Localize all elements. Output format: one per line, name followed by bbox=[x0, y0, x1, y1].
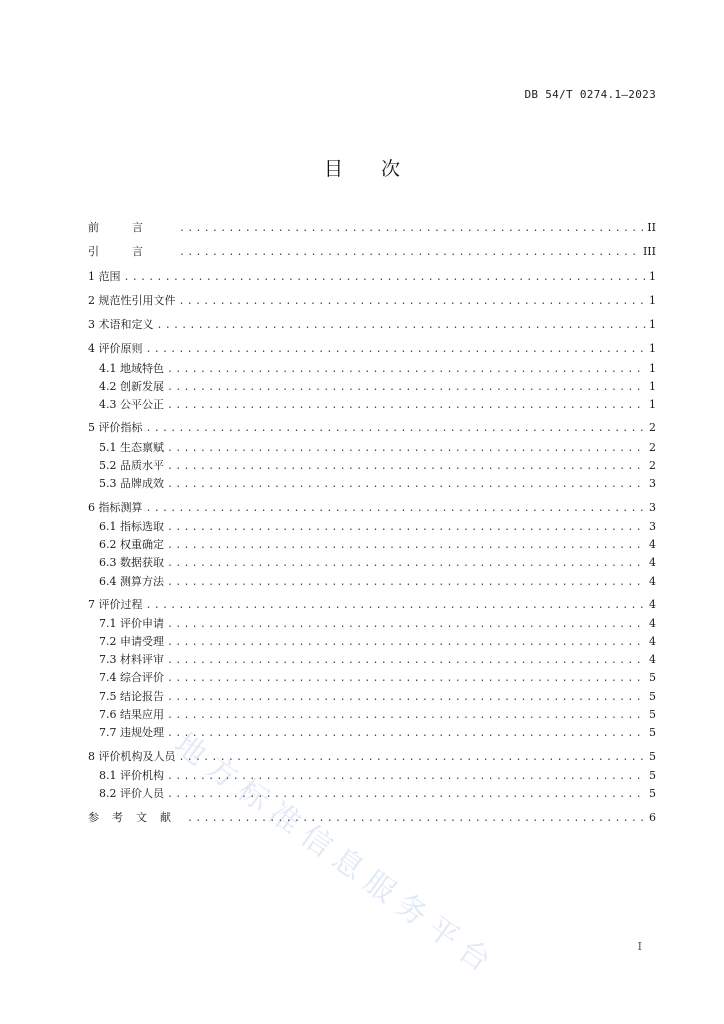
toc-entry-label: 6 指标测算 bbox=[88, 501, 143, 514]
toc-entry-label: 6.2 权重确定 bbox=[99, 538, 164, 551]
toc-leader-dots bbox=[179, 750, 647, 766]
toc-entry-page: 4 bbox=[649, 598, 656, 611]
toc-leader-dots bbox=[167, 708, 646, 724]
toc-entry-page: 2 bbox=[649, 421, 656, 434]
toc-entry-page: 4 bbox=[649, 556, 656, 569]
toc-entry-page: 4 bbox=[649, 538, 656, 551]
toc-leader-dots bbox=[146, 501, 647, 517]
toc-leader-dots bbox=[167, 726, 646, 742]
toc-entry-page: 4 bbox=[649, 575, 656, 588]
toc-entry[interactable] bbox=[88, 519, 656, 535]
toc-leader-dots bbox=[167, 653, 646, 669]
toc-entry-label: 7.5 结论报告 bbox=[99, 690, 164, 703]
toc-entry-page: 5 bbox=[649, 690, 656, 703]
toc-entry[interactable] bbox=[88, 293, 656, 309]
toc-entry[interactable] bbox=[88, 597, 656, 613]
page-number: I bbox=[637, 940, 642, 953]
toc-entry-page: 5 bbox=[649, 671, 656, 684]
toc-entry-label: 8.1 评价机构 bbox=[99, 769, 164, 782]
toc-leader-dots bbox=[167, 617, 646, 633]
toc-entry-page: 1 bbox=[649, 270, 656, 283]
toc-leader-dots bbox=[167, 362, 646, 378]
toc-entry-page: 1 bbox=[649, 318, 656, 331]
toc-entry-page: 2 bbox=[649, 459, 656, 472]
toc-entry-page: 4 bbox=[649, 617, 656, 630]
toc-entry-label: 6.1 指标选取 bbox=[99, 520, 164, 533]
toc-entry-page: 3 bbox=[649, 501, 656, 514]
toc-entry-label: 5.2 品质水平 bbox=[99, 459, 164, 472]
toc-entry-label: 5.1 生态禀赋 bbox=[99, 441, 164, 454]
toc-leader-dots bbox=[179, 294, 647, 310]
toc-entry-label: 5 评价指标 bbox=[88, 421, 143, 434]
toc-leader-dots bbox=[167, 380, 646, 396]
toc-leader-dots bbox=[167, 538, 646, 554]
toc-entry[interactable] bbox=[88, 476, 656, 492]
toc-entry-label: 7.3 材料评审 bbox=[99, 653, 164, 666]
toc-leader-dots bbox=[167, 787, 646, 803]
toc-entry[interactable] bbox=[88, 440, 656, 456]
toc-entry-page: III bbox=[642, 245, 656, 258]
toc-entry-label: 4.2 创新发展 bbox=[99, 380, 164, 393]
toc-entry[interactable] bbox=[88, 689, 656, 705]
toc-entry-label: 5.3 品牌成效 bbox=[99, 477, 164, 490]
toc-entry-page: 4 bbox=[649, 653, 656, 666]
toc-entry-page: 5 bbox=[649, 769, 656, 782]
toc-leader-dots bbox=[146, 342, 647, 358]
toc-entry[interactable] bbox=[88, 341, 656, 357]
toc-entry[interactable] bbox=[88, 420, 656, 436]
toc-entry-page: 5 bbox=[649, 787, 656, 800]
toc-entry[interactable] bbox=[88, 768, 656, 784]
toc-leader-dots bbox=[167, 459, 646, 475]
toc-leader-dots bbox=[167, 690, 646, 706]
toc-entry-label: 4 评价原则 bbox=[88, 342, 143, 355]
toc-entry-label: 7.7 违规处理 bbox=[99, 726, 164, 739]
toc-entry[interactable] bbox=[88, 786, 656, 802]
toc-entry[interactable] bbox=[88, 317, 656, 333]
toc-entry-label: 2 规范性引用文件 bbox=[88, 294, 176, 307]
toc-entry[interactable] bbox=[88, 652, 656, 668]
toc-entry-label: 引言 bbox=[88, 245, 176, 258]
toc-entry[interactable] bbox=[88, 634, 656, 650]
toc-entry-page: 1 bbox=[649, 398, 656, 411]
toc-entry-label: 4.1 地域特色 bbox=[99, 362, 164, 375]
toc-entry-page: 3 bbox=[649, 477, 656, 490]
toc-leader-dots bbox=[187, 811, 646, 827]
toc-leader-dots bbox=[124, 270, 647, 286]
toc-entry-page: 1 bbox=[649, 362, 656, 375]
toc-entry-label: 8.2 评价人员 bbox=[99, 787, 164, 800]
page-title-part-1: 目 bbox=[323, 158, 343, 180]
toc-leader-dots bbox=[179, 221, 644, 237]
toc-entry[interactable] bbox=[88, 397, 656, 413]
toc-entry[interactable] bbox=[88, 670, 656, 686]
toc-leader-dots bbox=[146, 598, 647, 614]
watermark: 地方标准信息服务平台 bbox=[167, 726, 504, 985]
toc-entry-label: 7 评价过程 bbox=[88, 598, 143, 611]
toc-entry-label: 前言 bbox=[88, 221, 176, 234]
toc-entry[interactable] bbox=[88, 269, 656, 285]
toc-entry-label: 7.4 综合评价 bbox=[99, 671, 164, 684]
document-code: DB 54/T 0274.1—2023 bbox=[524, 88, 656, 101]
toc-entry-label: 7.1 评价申请 bbox=[99, 617, 164, 630]
toc-entry-label: 7.6 结果应用 bbox=[99, 708, 164, 721]
toc-leader-dots bbox=[167, 769, 646, 785]
toc-entry-label: 7.2 申请受理 bbox=[99, 635, 164, 648]
toc-entry[interactable] bbox=[88, 537, 656, 553]
toc-entry-label: 1 范围 bbox=[88, 270, 121, 283]
toc-entry[interactable] bbox=[88, 220, 656, 236]
page-title bbox=[0, 154, 724, 181]
toc-leader-dots bbox=[167, 441, 646, 457]
toc-entry[interactable] bbox=[88, 555, 656, 571]
toc-entry[interactable] bbox=[88, 707, 656, 723]
page-title-part-2: 次 bbox=[381, 158, 401, 180]
toc-entry-label: 参考文献 bbox=[88, 811, 184, 824]
toc-entry[interactable] bbox=[88, 810, 656, 826]
toc-entry-page: II bbox=[647, 221, 656, 234]
toc-entry-label: 4.3 公平公正 bbox=[99, 398, 164, 411]
toc-leader-dots bbox=[146, 421, 647, 437]
toc-entry-page: 5 bbox=[649, 750, 656, 763]
toc-entry-page: 3 bbox=[649, 520, 656, 533]
toc-entry[interactable] bbox=[88, 616, 656, 632]
toc-entry[interactable] bbox=[88, 500, 656, 516]
toc-entry[interactable] bbox=[88, 749, 656, 765]
toc-leader-dots bbox=[167, 520, 646, 536]
toc-entry-page: 4 bbox=[649, 635, 656, 648]
toc-entry-page: 1 bbox=[649, 294, 656, 307]
toc-leader-dots bbox=[167, 556, 646, 572]
toc-entry[interactable] bbox=[88, 244, 656, 260]
toc-leader-dots bbox=[157, 318, 647, 334]
toc-entry-page: 5 bbox=[649, 708, 656, 721]
toc-entry-label: 6.3 数据获取 bbox=[99, 556, 164, 569]
toc-entry[interactable] bbox=[88, 379, 656, 395]
toc-entry-page: 2 bbox=[649, 441, 656, 454]
toc-leader-dots bbox=[167, 635, 646, 651]
toc-entry-label: 3 术语和定义 bbox=[88, 318, 154, 331]
toc-entry[interactable] bbox=[88, 361, 656, 377]
toc-entry[interactable] bbox=[88, 574, 656, 590]
toc-entry-page: 1 bbox=[649, 380, 656, 393]
toc-entry-page: 1 bbox=[649, 342, 656, 355]
toc-entry[interactable] bbox=[88, 725, 656, 741]
toc-leader-dots bbox=[167, 671, 646, 687]
toc-leader-dots bbox=[167, 477, 646, 493]
toc-leader-dots bbox=[167, 398, 646, 414]
toc-leader-dots bbox=[167, 575, 646, 591]
toc-entry-page: 5 bbox=[649, 726, 656, 739]
toc-entry-page: 6 bbox=[649, 811, 656, 824]
toc-entry-label: 8 评价机构及人员 bbox=[88, 750, 176, 763]
toc-entry[interactable] bbox=[88, 458, 656, 474]
toc-entry-label: 6.4 测算方法 bbox=[99, 575, 164, 588]
toc-leader-dots bbox=[179, 245, 640, 261]
